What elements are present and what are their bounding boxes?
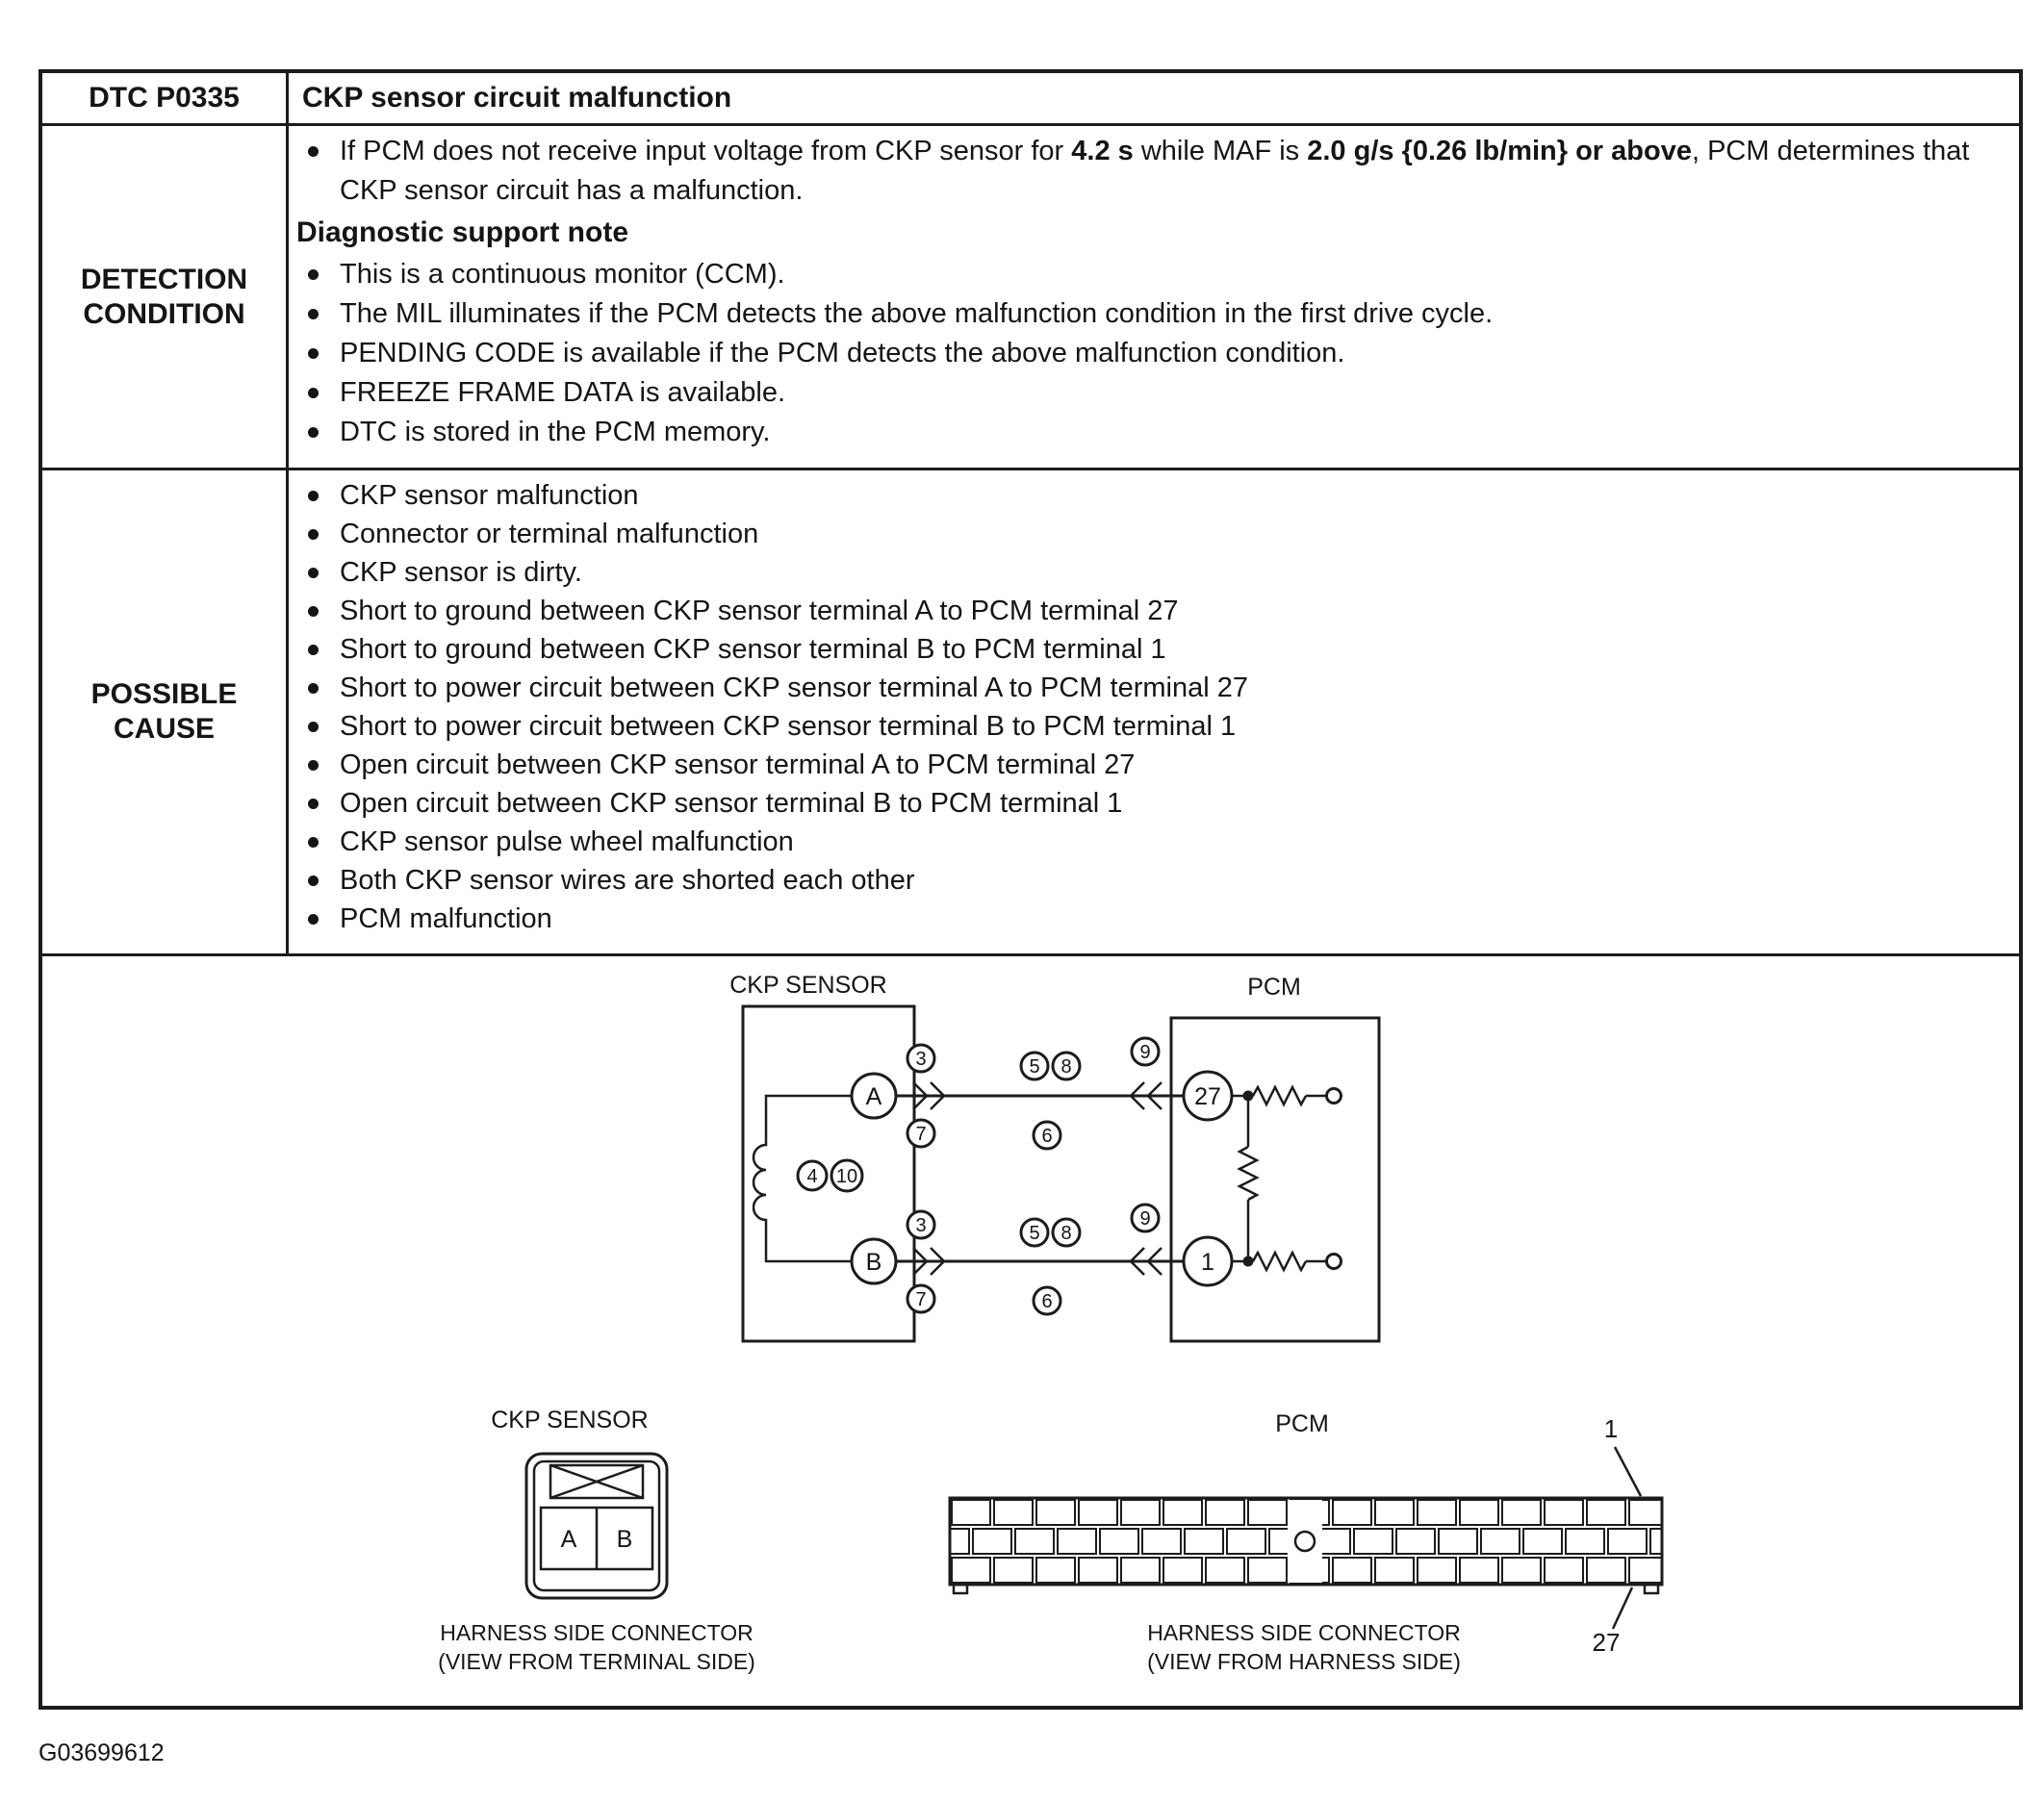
detection-condition-row [42, 123, 2019, 468]
possible-cause-header: POSSIBLE CAUSE [42, 470, 289, 953]
resistor-symbol [1253, 1087, 1306, 1104]
schematic-pcm-label: PCM [1247, 974, 1301, 1001]
pcm-connector-caption-1: HARNESS SIDE CONNECTOR [1147, 1620, 1461, 1645]
ckp-terminal-a-text: A [865, 1083, 882, 1110]
cause-item: PCM malfunction [296, 900, 2006, 938]
cause-item: Open circuit between CKP sensor terminal B to PCM terminal 1 [296, 784, 2006, 823]
cause-item: Connector or terminal malfunction [296, 515, 2006, 553]
possible-cause-row [42, 468, 2019, 953]
pcm-connector-label: PCM [1275, 1410, 1329, 1437]
mark-7-text: 7 [915, 1289, 927, 1310]
pin27-leader-line [1613, 1587, 1632, 1629]
detection-condition-content [289, 126, 2019, 468]
detection-intro-text-2: while MAF is [1133, 136, 1308, 166]
pcm-connector-center-strip [1288, 1500, 1322, 1583]
cause-item: Short to power circuit between CKP sensor terminal A to PCM terminal 27 [296, 669, 2006, 707]
detection-item: The MIL illuminates if the PCM detects the above malfunction condition in the first drive cycle. [296, 294, 2006, 334]
pcm-pin-27-text: 27 [1194, 1083, 1221, 1110]
ckp-cavity-a-text: A [560, 1526, 577, 1553]
detection-intro-bold-1: 4.2 s [1071, 136, 1134, 166]
mark-3-text: 3 [915, 1049, 927, 1070]
diagnostic-support-note-heading: Diagnostic support note [296, 216, 628, 248]
cause-item: Short to power circuit between CKP sensor terminal B to PCM terminal 1 [296, 707, 2006, 746]
wiring-diagram [42, 956, 2019, 1709]
mark-8-text: 8 [1060, 1056, 1072, 1078]
resistor-symbol [1239, 1147, 1257, 1200]
pcm-pin1-callout: 1 [1603, 1414, 1619, 1443]
dtc-header-row [42, 73, 2019, 123]
pcm-pin-1-text: 1 [1201, 1249, 1214, 1276]
pcm-box [1171, 1018, 1379, 1341]
wiring-diagram-row [42, 953, 2019, 1706]
detection-item: PENDING CODE is available if the PCM detects the above malfunction condition. [296, 334, 2006, 373]
resistor-symbol [1253, 1253, 1306, 1270]
detection-intro-text-3: , PCM determines that CKP sensor circuit has a malfunction. [340, 136, 1970, 206]
mark-3-text: 3 [915, 1215, 927, 1236]
schematic-ckp-label: CKP SENSOR [729, 972, 887, 999]
possible-cause-content [289, 470, 2019, 953]
ckp-terminal-b-text: B [865, 1249, 882, 1276]
dtc-table [38, 69, 2023, 1710]
ckp-connector-caption-2: (VIEW FROM TERMINAL SIDE) [438, 1649, 755, 1674]
mark-7-text: 7 [915, 1124, 927, 1145]
detection-intro-text-1: If PCM does not receive input voltage from CKP sensor for [340, 136, 1072, 166]
detection-condition-header: DETECTION CONDITION [42, 126, 289, 468]
junction-dot [1243, 1091, 1254, 1102]
mark-8-text: 8 [1060, 1223, 1072, 1244]
cause-item: CKP sensor is dirty. [296, 553, 2006, 592]
mark-5-text: 5 [1029, 1056, 1040, 1078]
detection-item: FREEZE FRAME DATA is available. [296, 373, 2006, 413]
detection-item: DTC is stored in the PCM memory. [296, 413, 2006, 452]
pcm-pin27-callout: 27 [1592, 1628, 1621, 1657]
ckp-cavity-b-text: B [616, 1526, 633, 1553]
pcm-connector-view [950, 1410, 1662, 1674]
mark-6-text: 6 [1041, 1291, 1053, 1312]
cause-item: Short to ground between CKP sensor terminal A to PCM terminal 27 [296, 592, 2006, 630]
detection-intro-bold-2: 2.0 g/s {0.26 lb/min} or above [1307, 136, 1692, 166]
cause-item: Both CKP sensor wires are shorted each other [296, 861, 2006, 900]
dtc-title: CKP sensor circuit malfunction [302, 82, 732, 114]
mark-9-text: 9 [1139, 1042, 1151, 1063]
mark-6-text: 6 [1041, 1126, 1053, 1147]
detection-intro-item [296, 132, 2006, 211]
cause-item: Short to ground between CKP sensor terminal B to PCM terminal 1 [296, 630, 2006, 669]
schematic [729, 972, 1379, 1341]
cause-item: CKP sensor pulse wheel malfunction [296, 823, 2006, 861]
pin1-leader-line [1615, 1447, 1641, 1496]
cause-item: Open circuit between CKP sensor terminal A to PCM terminal 27 [296, 746, 2006, 784]
open-terminal [1327, 1089, 1341, 1104]
mark-5-text: 5 [1029, 1223, 1040, 1244]
dtc-code: DTC P0335 [42, 73, 289, 123]
cause-item: CKP sensor malfunction [296, 476, 2006, 515]
mark-9-text: 9 [1139, 1208, 1151, 1230]
ckp-sensor-box [743, 1006, 914, 1341]
wiring-diagram-cell [42, 956, 2019, 1706]
ckp-connector-label: CKP SENSOR [491, 1407, 649, 1434]
detection-item: This is a continuous monitor (CCM). [296, 255, 2006, 294]
mark-10-text: 10 [835, 1166, 858, 1187]
ckp-connector-view [438, 1407, 755, 1674]
open-terminal [1327, 1255, 1341, 1269]
pcm-connector-caption-2: (VIEW FROM HARNESS SIDE) [1147, 1649, 1461, 1674]
figure-id: G03699612 [38, 1739, 165, 1766]
ckp-connector-caption-1: HARNESS SIDE CONNECTOR [440, 1620, 754, 1645]
mark-4-text: 4 [806, 1166, 818, 1187]
junction-dot [1243, 1256, 1254, 1267]
